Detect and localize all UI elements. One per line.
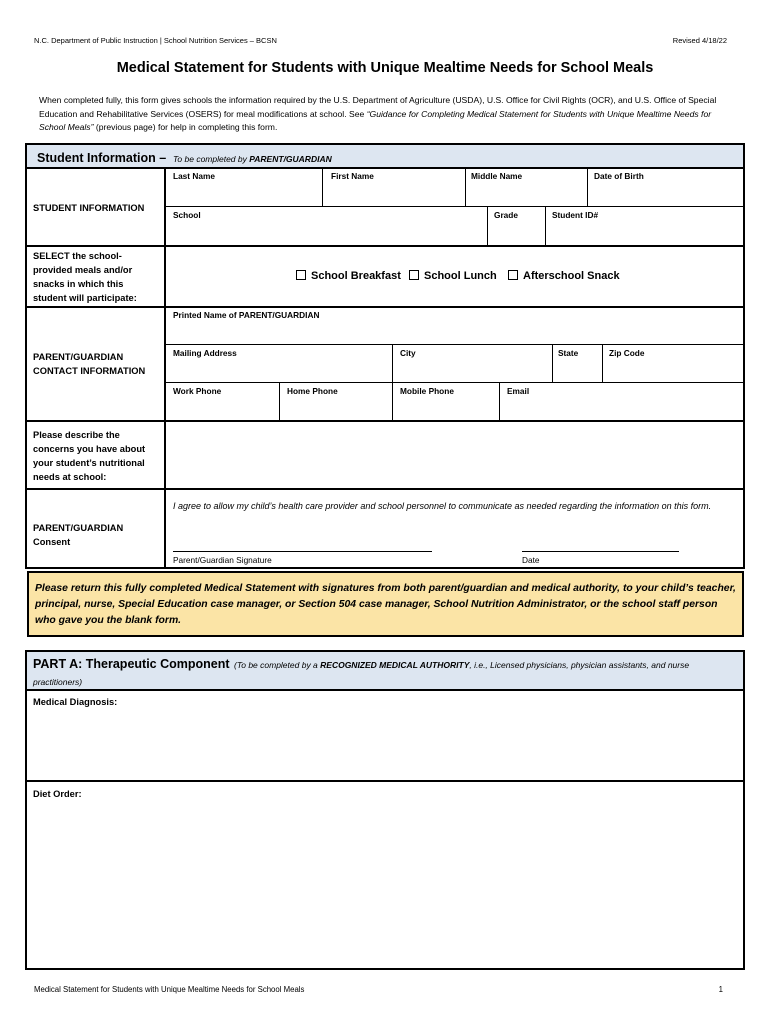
divider bbox=[465, 167, 466, 206]
date-label: Date bbox=[522, 555, 540, 565]
divider bbox=[322, 167, 323, 206]
divider bbox=[165, 382, 743, 383]
meals-select-label: SELECT the school-provided meals and/or snacks in which this student will participate: bbox=[33, 251, 137, 303]
part-a-heading bbox=[33, 656, 733, 690]
return-notice: Please return this fully completed Medical Statement with signatures from both parent/guardian and medical authority, to your child’s teacher, principal, nurse, Special Education case manager, or Section 504 case manager, School Nutrition Administrator, or the school staff person who gave you the blank form. bbox=[27, 571, 744, 637]
middle-name-field[interactable]: Middle Name bbox=[471, 171, 523, 181]
intro-guidance-reference: “Guidance for Completing Medical Statement for Students with Unique Mealtime Needs for School Meals” bbox=[39, 108, 712, 132]
student-information-heading bbox=[37, 149, 332, 167]
student-information-title: Student Information – bbox=[37, 151, 167, 165]
divider bbox=[27, 780, 743, 782]
page-number: 1 bbox=[718, 985, 723, 994]
divider bbox=[499, 382, 500, 420]
last-name-field[interactable]: Last Name bbox=[173, 171, 215, 181]
diet-order-field[interactable]: Diet Order: bbox=[33, 789, 82, 799]
part-a-title: PART A: Therapeutic Component bbox=[33, 657, 230, 671]
concerns-input[interactable] bbox=[167, 422, 743, 488]
signature-label: Parent/Guardian Signature bbox=[173, 555, 272, 565]
checkbox-icon bbox=[296, 270, 306, 280]
first-name-field[interactable]: First Name bbox=[331, 171, 374, 181]
home-phone-field[interactable]: Home Phone bbox=[287, 386, 338, 396]
intro-paragraph bbox=[39, 94, 729, 135]
work-phone-field[interactable]: Work Phone bbox=[173, 386, 222, 396]
divider bbox=[545, 206, 546, 245]
date-line[interactable] bbox=[522, 551, 679, 552]
checkbox-icon bbox=[508, 270, 518, 280]
state-field[interactable]: State bbox=[558, 348, 579, 358]
student-information-label: STUDENT INFORMATION bbox=[33, 203, 145, 213]
checkbox-icon bbox=[409, 270, 419, 280]
divider bbox=[552, 344, 553, 382]
footer-title: Medical Statement for Students with Unique Mealtime Needs for School Meals bbox=[34, 985, 305, 994]
header-revised-date: Revised 4/18/22 bbox=[672, 36, 727, 45]
date-of-birth-field[interactable]: Date of Birth bbox=[594, 171, 644, 181]
divider bbox=[392, 382, 393, 420]
grade-field[interactable]: Grade bbox=[494, 210, 518, 220]
header-department: N.C. Department of Public Instruction | School Nutrition Services – BCSN bbox=[34, 36, 277, 45]
medical-diagnosis-field[interactable]: Medical Diagnosis: bbox=[33, 697, 118, 707]
city-field[interactable]: City bbox=[400, 348, 416, 358]
divider bbox=[587, 167, 588, 206]
school-lunch-checkbox[interactable]: School Lunch bbox=[409, 270, 497, 282]
mobile-phone-field[interactable]: Mobile Phone bbox=[400, 386, 454, 396]
school-field[interactable]: School bbox=[173, 210, 201, 220]
part-a-section bbox=[25, 650, 745, 970]
school-breakfast-checkbox[interactable]: School Breakfast bbox=[296, 270, 401, 282]
divider bbox=[27, 167, 743, 169]
divider bbox=[27, 245, 743, 247]
concerns-label: Please describe the concerns you have about your student’s nutritional needs at school: bbox=[33, 430, 146, 482]
parent-contact-label: PARENT/GUARDIAN CONTACT INFORMATION bbox=[33, 352, 146, 376]
intro-text-2: (previous page) for help in completing this form. bbox=[93, 122, 278, 132]
divider bbox=[164, 167, 166, 569]
student-information-subtitle: To be completed by PARENT/GUARDIAN bbox=[173, 154, 332, 164]
signature-line[interactable] bbox=[173, 551, 432, 552]
intro-text-1: When completed fully, this form gives schools the information required by the U.S. Department of Agriculture (USDA), U.S. Office for Civil Rights (OCR), and U.S. Office of Special Education and Rehabilitative Services (OSERS) for meal modifications at school. See bbox=[39, 95, 717, 119]
printed-name-field[interactable]: Printed Name of PARENT/GUARDIAN bbox=[173, 310, 320, 320]
divider bbox=[27, 488, 743, 490]
part-a-subtitle: (To be completed by a RECOGNIZED MEDICAL AUTHORITY, i.e., Licensed physicians, physician assistants, and nurse practitioners) bbox=[33, 660, 690, 687]
consent-label: PARENT/GUARDIAN Consent bbox=[33, 523, 124, 547]
divider bbox=[602, 344, 603, 382]
consent-statement: I agree to allow my child’s health care provider and school personnel to communicate as needed regarding the information on this form. bbox=[173, 501, 712, 511]
mailing-address-field[interactable]: Mailing Address bbox=[173, 348, 237, 358]
divider bbox=[165, 206, 743, 207]
student-id-field[interactable]: Student ID# bbox=[552, 210, 599, 220]
divider bbox=[392, 344, 393, 382]
email-field[interactable]: Email bbox=[507, 386, 530, 396]
zip-code-field[interactable]: Zip Code bbox=[609, 348, 645, 358]
afterschool-snack-checkbox[interactable]: Afterschool Snack bbox=[508, 270, 620, 282]
divider bbox=[279, 382, 280, 420]
divider bbox=[487, 206, 488, 245]
page-title: Medical Statement for Students with Unique Mealtime Needs for School Meals bbox=[116, 60, 654, 76]
divider bbox=[165, 344, 743, 345]
divider bbox=[27, 689, 743, 691]
divider bbox=[27, 306, 743, 308]
